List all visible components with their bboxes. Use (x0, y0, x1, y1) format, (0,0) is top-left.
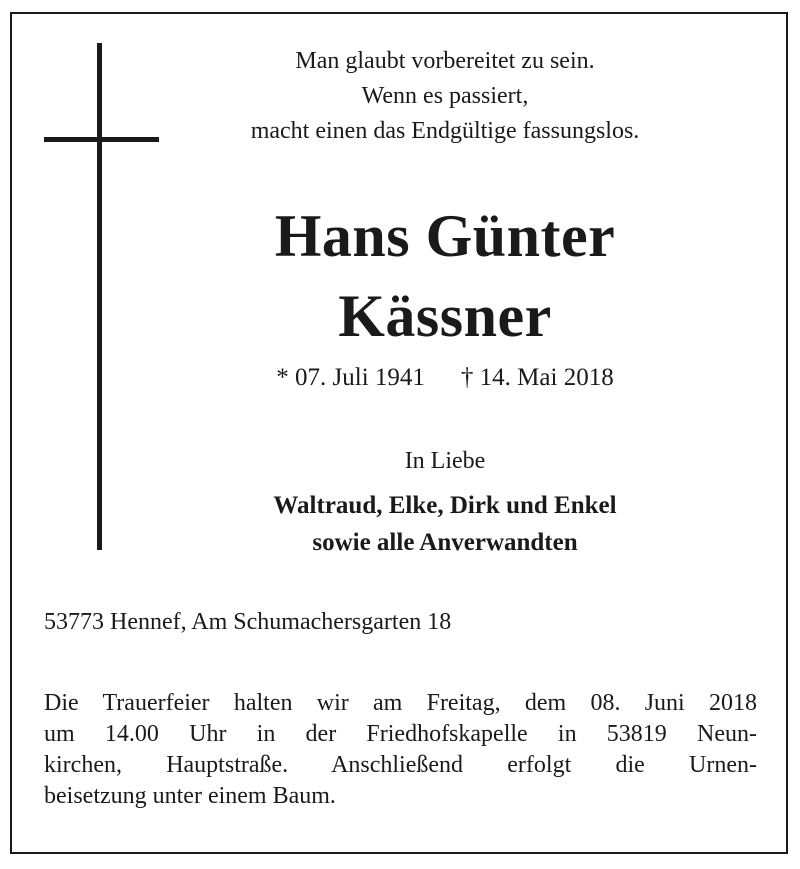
deceased-first-name: Hans Günter (274, 203, 616, 269)
mourners-intro: In Liebe (404, 448, 486, 474)
ceremony-line: kirchen, Hauptstraße. Anschließend erfolgt die Urnen- (44, 752, 757, 778)
mourners-line: Waltraud, Elke, Dirk und Enkel (273, 492, 617, 519)
quote-line: Man glaubt vorbereitet zu sein. (295, 48, 595, 74)
mourners-line: sowie alle Anverwandten (312, 529, 578, 556)
life-dates (190, 363, 700, 393)
quote-line: Wenn es passiert, (361, 83, 529, 109)
ceremony-line: Die Trauerfeier halten wir am Freitag, dem 08. Juni 2018 (44, 690, 757, 716)
deceased-last-name: Kässner (338, 283, 552, 349)
deceased-name (190, 196, 700, 356)
opening-quote (190, 44, 700, 149)
quote-line: macht einen das Endgültige fassungslos. (250, 118, 640, 144)
cross-horizontal-bar (44, 137, 159, 142)
ceremony-line: um 14.00 Uhr in der Friedhofskapelle in 53819 Neun- (44, 721, 757, 747)
birth-date: * 07. Juli 1941 (276, 364, 425, 391)
mourners-names (190, 487, 700, 561)
family-address: 53773 Hennef, Am Schumachersgarten 18 (44, 609, 452, 635)
ceremony-details (44, 688, 757, 812)
cross-vertical-bar (97, 43, 102, 550)
ceremony-line: beisetzung unter einem Baum. (44, 783, 336, 809)
death-date: † 14. Mai 2018 (460, 364, 614, 391)
